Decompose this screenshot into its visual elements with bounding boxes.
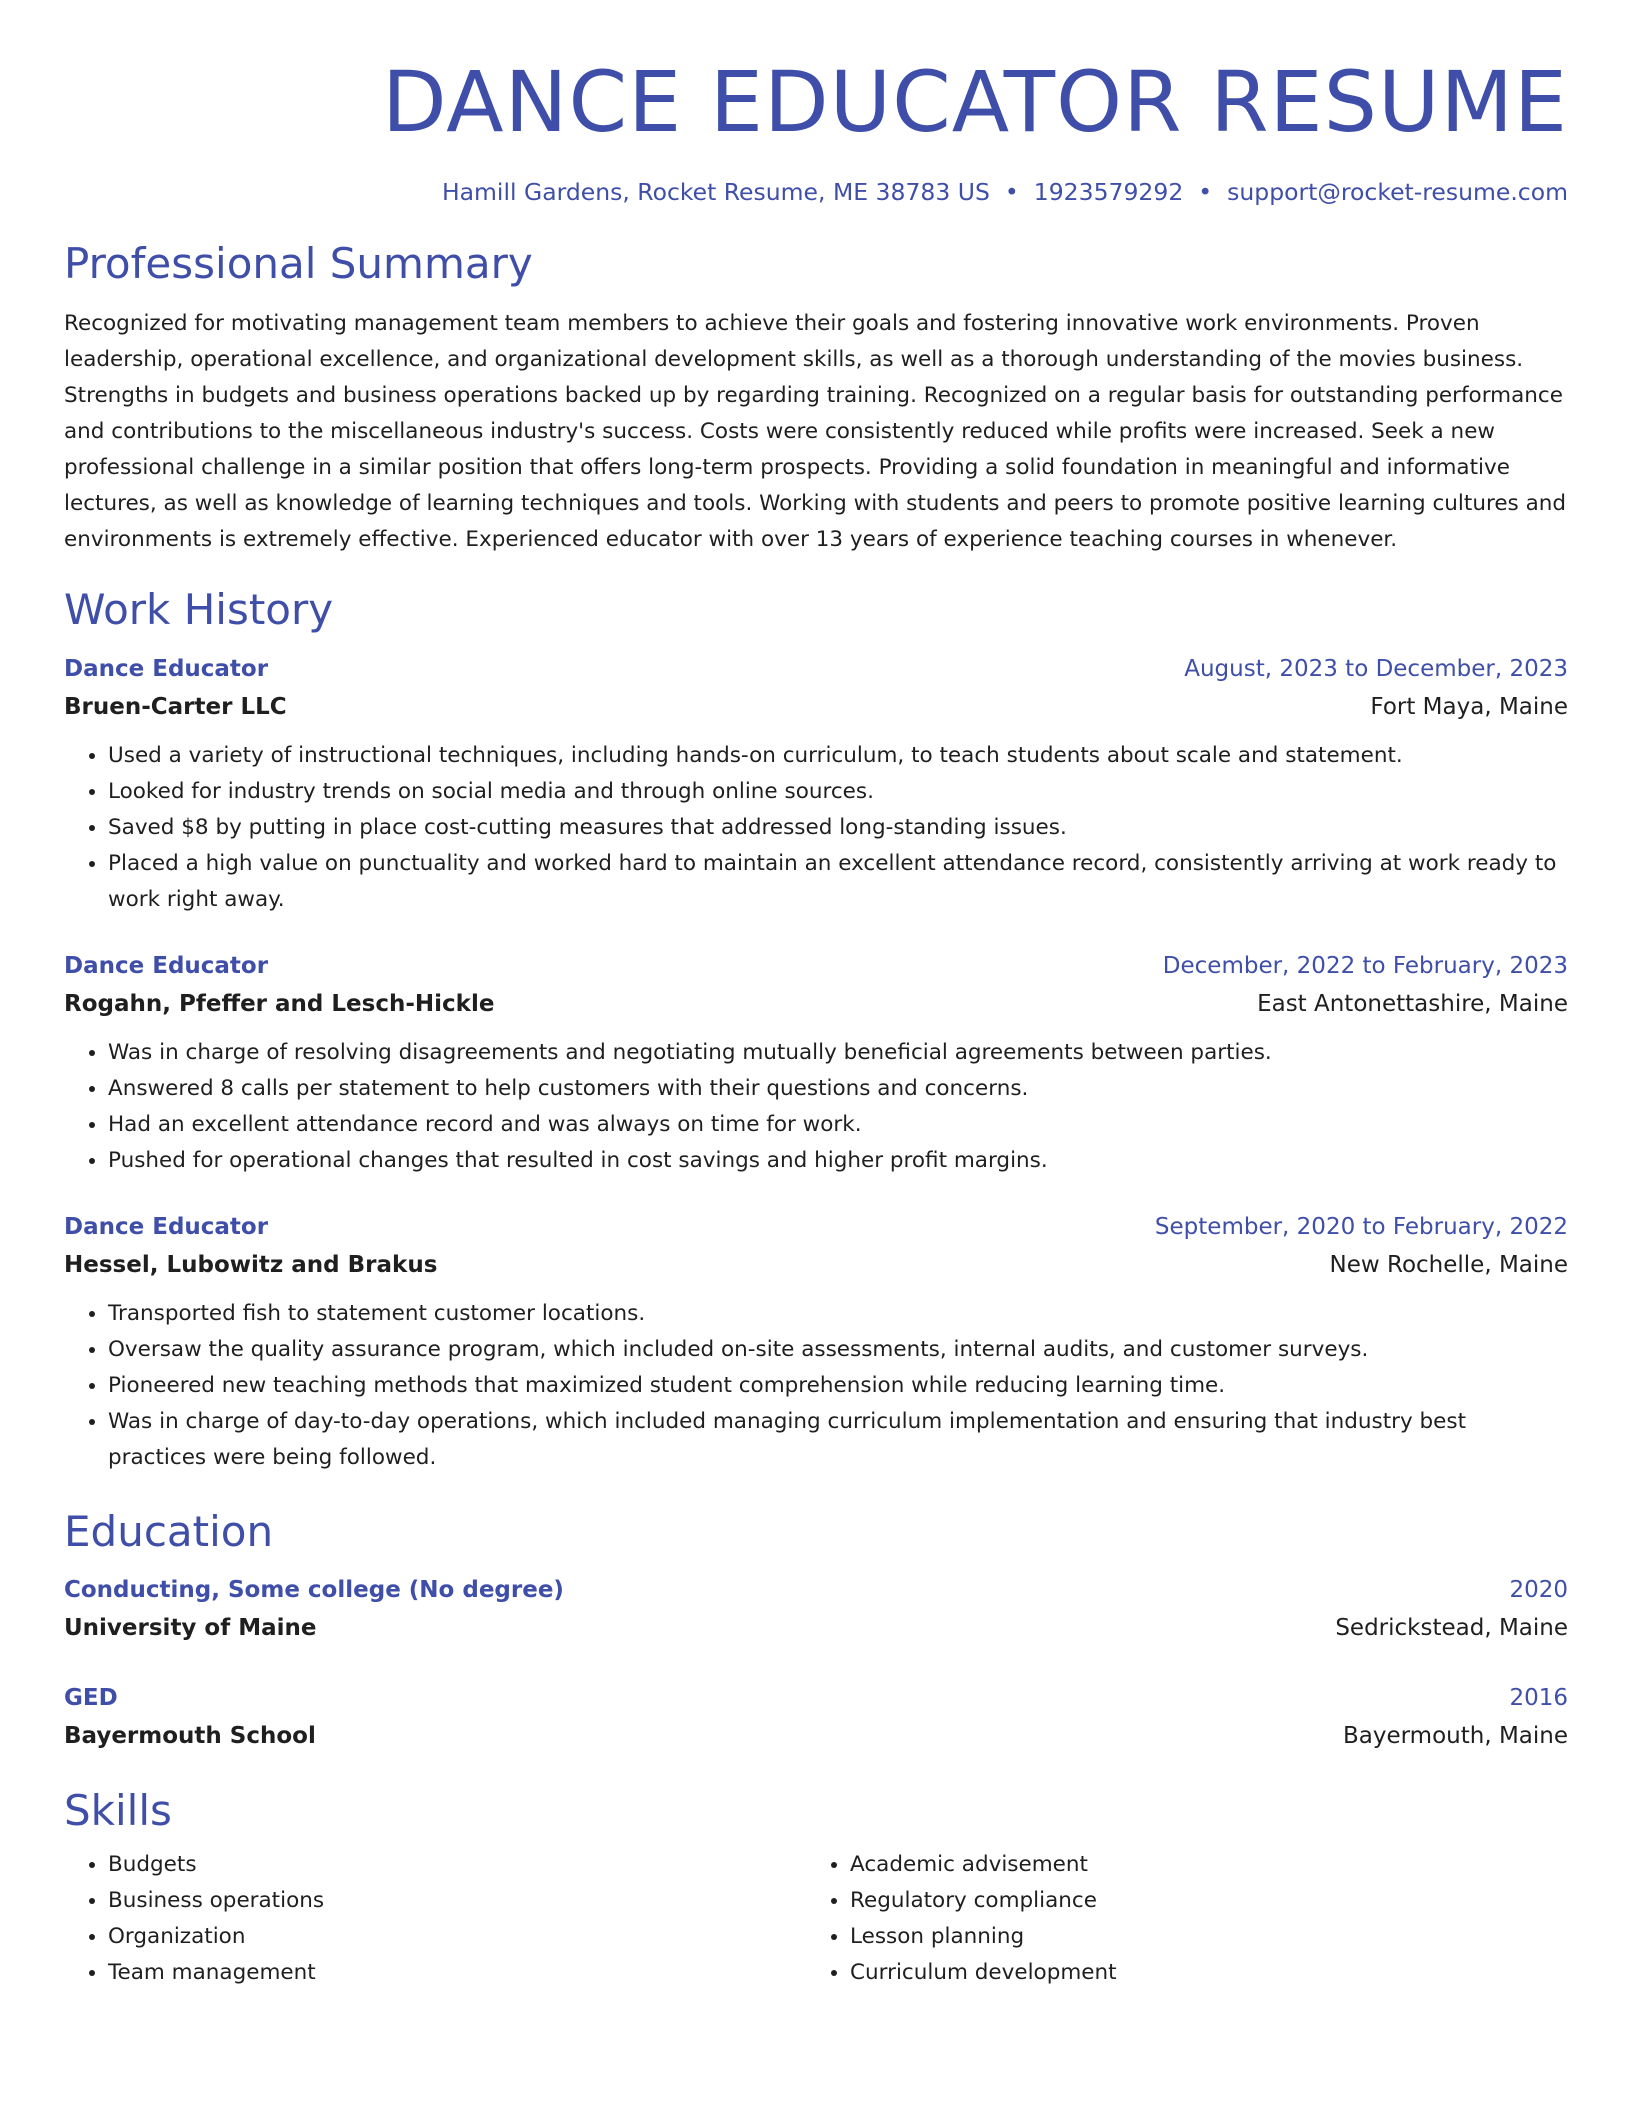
job-bullet: • Answered 8 calls per statement to help customers with their questions and concerns. (108, 1071, 1568, 1107)
job-bullet: • Transported fish to statement customer locations. (108, 1296, 1568, 1332)
education-entry (64, 1571, 1568, 1647)
job-bullets (64, 738, 1568, 918)
education-school: University of Maine (64, 1615, 317, 1641)
skill-item: • Team management (108, 1955, 806, 1991)
skill-item: • Organization (108, 1919, 806, 1955)
education-degree: GED (64, 1685, 118, 1711)
job-bullet: • Pushed for operational changes that resulted in cost savings and higher profit margins. (108, 1143, 1568, 1179)
job-entry (64, 947, 1568, 1179)
job-bullets (64, 1035, 1568, 1179)
skill-item: • Academic advisement (850, 1847, 1568, 1883)
job-company: Rogahn, Pfeffer and Lesch-Hickle (64, 991, 495, 1017)
job-location: New Rochelle, Maine (1329, 1252, 1568, 1278)
skill-item: • Lesson planning (850, 1919, 1568, 1955)
summary-text: Recognized for motivating management team members to achieve their goals and fostering innovative work environments. Proven leadership, operational excellence, and organizational development skills, as well as a thorough understanding of the movies business. Strengths in budgets and business operations backed up by regarding training. Recognized on a regular basis for outstanding performance and contributions to the miscellaneous industry's success. Costs were consistently reduced while profits were increased. Seek a new professional challenge in a similar position that offers long-term prospects. Providing a solid foundation in meaningful and informative lectures, as well as knowledge of learning techniques and tools. Working with students and peers to promote positive learning cultures and environments is extremely effective. Experienced educator with over 13 years of experience teaching courses in whenever. (64, 311, 1567, 552)
job-dates: August, 2023 to December, 2023 (1184, 656, 1568, 682)
job-bullet: • Saved $8 by putting in place cost-cutting measures that addressed long-standing issues. (108, 810, 1568, 846)
skills-heading: Skills (64, 1786, 172, 1835)
resume-title: DANCE EDUCATOR RESUME (381, 53, 1568, 151)
contact-separator: • (1198, 178, 1213, 206)
job-bullet: • Had an excellent attendance record and was always on time for work. (108, 1107, 1568, 1143)
skills-column-left (64, 1847, 806, 1991)
job-bullet: • Was in charge of resolving disagreements and negotiating mutually beneficial agreements between parties. (108, 1035, 1568, 1071)
job-role: Dance Educator (64, 1214, 269, 1240)
education-location: Sedrickstead, Maine (1335, 1615, 1568, 1641)
education-year: 2016 (1509, 1685, 1568, 1711)
education-degree: Conducting, Some college (No degree) (64, 1577, 564, 1603)
job-company: Bruen-Carter LLC (64, 694, 287, 720)
education-heading: Education (64, 1507, 274, 1556)
skill-item: • Business operations (108, 1883, 806, 1919)
summary-heading: Professional Summary (64, 239, 533, 288)
job-company: Hessel, Lubowitz and Brakus (64, 1252, 438, 1278)
job-bullet: • Used a variety of instructional techniques, including hands-on curriculum, to teach students about scale and statement. (108, 738, 1568, 774)
resume-page (64, 0, 1568, 1991)
education-year: 2020 (1509, 1577, 1568, 1603)
job-bullet: • Was in charge of day-to-day operations, which included managing curriculum implementation and ensuring that industry best practices were being followed. (108, 1404, 1568, 1476)
skill-item: • Curriculum development (850, 1955, 1568, 1991)
work-history-heading: Work History (64, 585, 334, 634)
education-location: Bayermouth, Maine (1342, 1723, 1568, 1749)
contact-line (64, 177, 1568, 207)
resume-header (64, 0, 1568, 207)
job-bullet: • Pioneered new teaching methods that maximized student comprehension while reducing learning time. (108, 1368, 1568, 1404)
contact-email[interactable]: support@rocket-resume.com (1227, 178, 1568, 206)
job-role: Dance Educator (64, 953, 269, 979)
job-dates: September, 2020 to February, 2022 (1154, 1214, 1568, 1240)
job-bullets (64, 1296, 1568, 1476)
education-entry (64, 1679, 1568, 1755)
skill-item: • Budgets (108, 1847, 806, 1883)
contact-address: Hamill Gardens, Rocket Resume, ME 38783 US (441, 178, 990, 206)
skills-list (64, 1847, 1568, 1991)
job-entry (64, 650, 1568, 918)
job-location: Fort Maya, Maine (1370, 694, 1568, 720)
job-entry (64, 1208, 1568, 1476)
contact-phone: 1923579292 (1033, 178, 1184, 206)
contact-separator: • (1004, 178, 1019, 206)
job-location: East Antonettashire, Maine (1257, 991, 1568, 1017)
skills-column-right (806, 1847, 1568, 1991)
job-bullet: • Looked for industry trends on social media and through online sources. (108, 774, 1568, 810)
skill-item: • Regulatory compliance (850, 1883, 1568, 1919)
job-bullet: • Oversaw the quality assurance program, which included on-site assessments, internal audits, and customer surveys. (108, 1332, 1568, 1368)
job-dates: December, 2022 to February, 2023 (1162, 953, 1568, 979)
education-school: Bayermouth School (64, 1723, 316, 1749)
job-bullet: • Placed a high value on punctuality and worked hard to maintain an excellent attendance record, consistently arriving at work ready to work right away. (108, 846, 1568, 918)
job-role: Dance Educator (64, 656, 269, 682)
